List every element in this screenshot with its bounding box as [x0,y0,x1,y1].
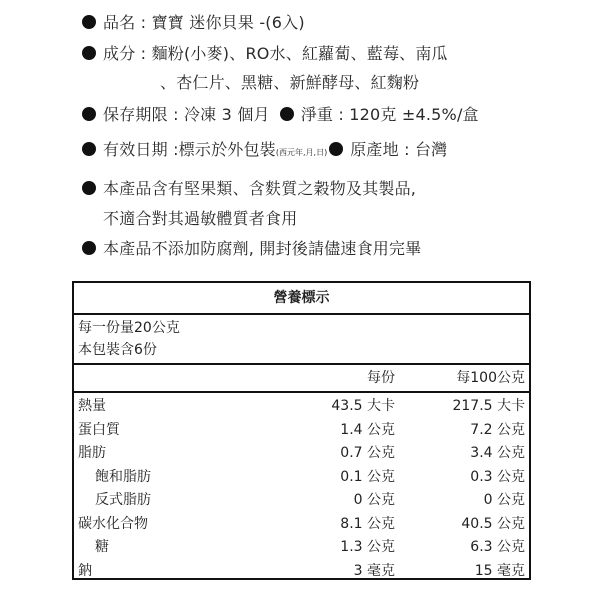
per-100g-value: 15 毫克 [474,562,525,579]
bullet-icon [82,107,96,121]
per-serving-value: 0 公克 [353,492,395,508]
allergen-text-2: 不適合對其過敏體質者食用 [103,209,298,228]
per-serving-value: 43.5 大卡 [331,398,395,414]
ingredients-text: 成分 : 麵粉(小麥)、RO水、紅蘿蔔、藍莓、南瓜 [103,44,448,63]
servings-per-pack: 本包裝含6份 [78,342,157,358]
product-name: 品名 : 寶寶 迷你貝果 -(6入) [103,13,305,32]
bullet-icon [82,46,96,60]
bullet-icon [82,181,96,195]
per-serving-value: 3 毫克 [353,562,395,579]
shelf-life-line [82,104,479,126]
expiry: 有效日期 :標示於外包裝 [103,140,276,159]
ingredients-line-2 [160,72,419,94]
bullet-icon [82,15,96,29]
column-headers [74,365,529,393]
nutrition-facts-table [72,281,531,580]
nutrient-name: 脂肪 [78,445,106,461]
ingredients-text-2: 、杏仁片、黑糖、新鮮酵母、紅麴粉 [160,73,420,92]
column-header-per-100g: 每100公克 [456,370,525,386]
serving-info [74,315,529,365]
per-100g-value: 6.3 公克 [470,539,525,555]
bullet-icon [82,241,96,255]
preservative-line [82,238,421,260]
nutrient-name: 糖 [95,539,109,555]
product-name-line [82,12,305,34]
nutrient-row-calories [74,395,529,419]
nutrient-row-fat [74,442,529,466]
nutrient-name: 蛋白質 [78,421,120,438]
per-serving-value: 0.1 公克 [340,468,395,485]
per-100g-value: 0.3 公克 [470,468,525,485]
nutrient-row-sugar [74,536,529,560]
nutrient-name: 反式脂肪 [95,492,151,508]
per-serving-value: 1.4 公克 [340,421,395,438]
serving-size: 每一份量20公克 [78,320,180,336]
nutrient-name: 碳水化合物 [78,515,148,532]
shelf-life: 保存期限 : 冷凍 3 個月 [103,105,270,124]
allergen-line [82,178,416,200]
column-header-per-serving: 每份 [367,370,395,386]
per-serving-value: 0.7 公克 [340,445,395,461]
net-weight: 淨重 : 120克 ±4.5%/盒 [300,105,479,124]
origin: 原產地 : 台灣 [350,140,448,159]
nutrient-row-trans-fat [74,489,529,513]
nutrient-name: 熱量 [78,398,106,414]
per-100g-value: 217.5 大卡 [452,398,525,414]
preservative-text: 本產品不添加防腐劑, 開封後請儘速食用完畢 [103,239,422,258]
nutrient-name: 飽和脂肪 [95,468,151,485]
nutrition-title: 營養標示 [74,283,529,315]
nutrient-row-protein [74,419,529,443]
nutrient-row-saturated-fat [74,466,529,490]
nutrient-row-carbohydrate [74,513,529,537]
ingredients-line [82,43,448,65]
allergen-text: 本產品含有堅果類、含麩質之穀物及其製品, [103,179,417,198]
bullet-icon [329,142,343,156]
per-100g-value: 3.4 公克 [470,445,525,461]
per-serving-value: 8.1 公克 [340,515,395,532]
expiry-line [82,139,447,164]
per-100g-value: 7.2 公克 [470,421,525,438]
column-header-name [74,365,254,391]
nutrient-rows [74,393,529,583]
nutrient-row-sodium [74,560,529,584]
bullet-icon [82,142,96,156]
per-100g-value: 0 公克 [483,492,525,508]
expiry-note: (西元年,月,日) [275,148,328,157]
nutrient-name: 鈉 [78,562,92,579]
per-serving-value: 1.3 公克 [340,539,395,555]
bullet-icon [280,107,294,121]
allergen-line-2 [103,208,297,230]
per-100g-value: 40.5 公克 [461,515,525,532]
